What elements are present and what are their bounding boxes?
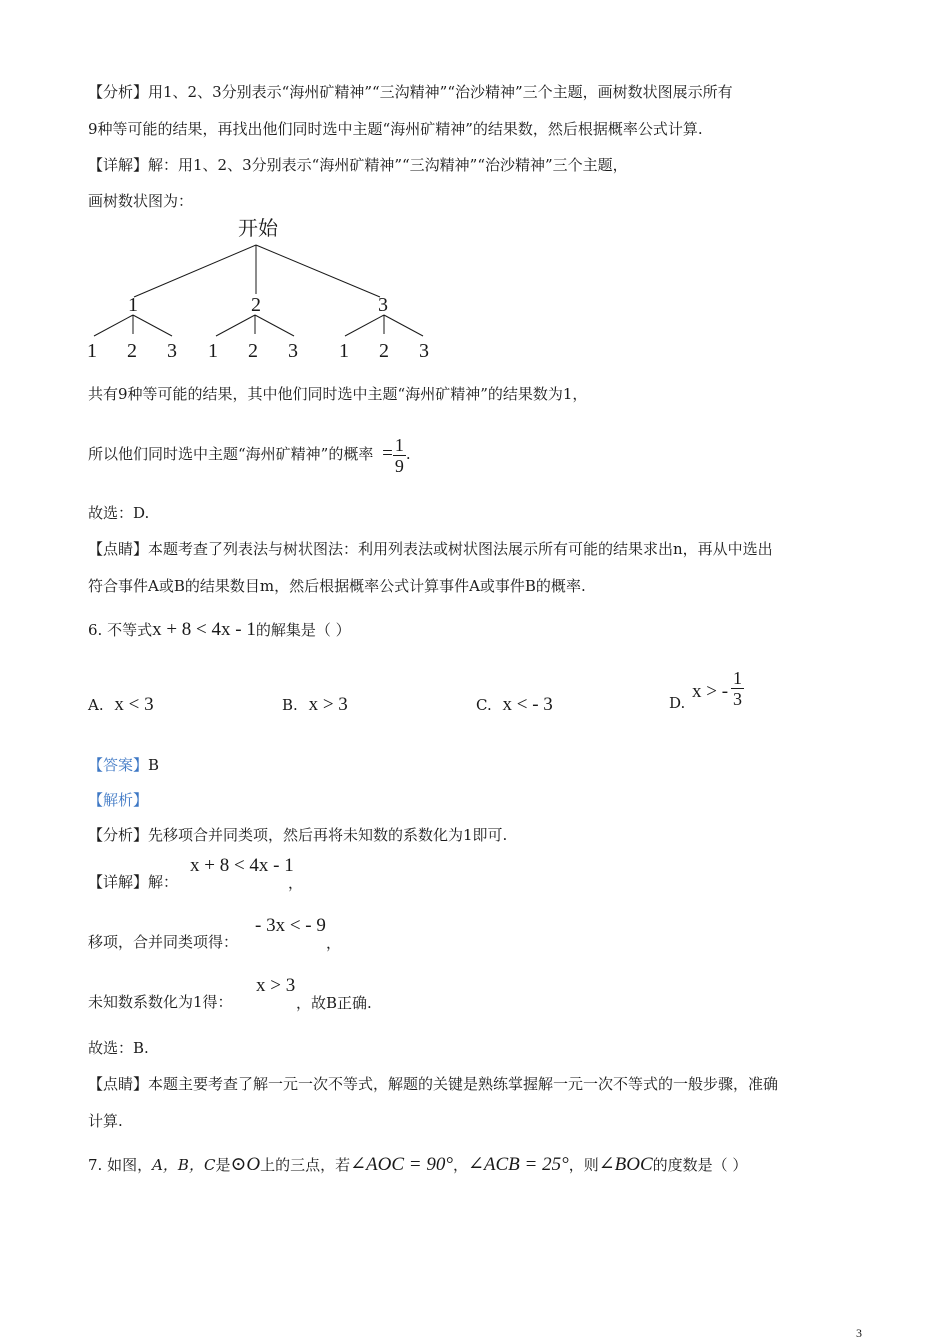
q6-step2-math: x > 3	[256, 975, 296, 996]
tree-edge	[384, 315, 423, 336]
q5-analysis-line-1: 【分析】用1、2、3分别表示“海州矿精神”“三沟精神”“治沙精神”三个主题，画树数状图展示所有	[88, 83, 733, 101]
q5-detail-line-1: 【详解】解：用1、2、3分别表示“海州矿精神”“三沟精神”“治沙精神”三个主题，	[88, 156, 628, 174]
q6-answer: 【答案】B	[88, 756, 160, 774]
tree-node-1: 1	[128, 294, 138, 316]
tree-leaf: 3	[288, 340, 298, 362]
tree-leaf: 3	[419, 340, 429, 362]
q5-detail-tag: 【详解】	[88, 156, 149, 174]
q6-step1-math: - 3x < - 9	[255, 915, 326, 936]
q5-analysis-tag: 【分析】	[88, 83, 149, 101]
q6-option-d-math: x > - $\frac{1}{3}$	[692, 668, 743, 709]
tree-edge	[134, 245, 256, 297]
q6-choice: 故选：B.	[88, 1039, 149, 1057]
q6-detail-math: x + 8 < 4x - 1	[190, 855, 294, 876]
q5-choice: 故选：D.	[88, 504, 150, 522]
q5-comment-line-1: 【点睛】本题考查了列表法与树状图法：利用列表法或树状图法展示所有可能的结果求出n，再从中选出	[88, 540, 773, 558]
tree-root: 开始	[238, 216, 278, 240]
tree-edge	[255, 315, 294, 336]
q5-prob-eq: =	[382, 443, 393, 464]
q5-result-line-1: 共有9种等可能的结果，其中他们同时选中主题“海州矿精神”的结果数为1，	[88, 385, 588, 403]
q6-step2-text: 未知数系数化为1得：	[88, 993, 233, 1011]
tree-leaf: 1	[87, 340, 97, 362]
q6-option-b[interactable]: B. x > 3	[282, 694, 348, 715]
tree-leaf: 2	[379, 340, 389, 362]
q6-answer-tag: 【答案】	[88, 756, 149, 774]
tree-leaf: 1	[208, 340, 218, 362]
q6-step1-text: 移项，合并同类项得：	[88, 933, 239, 951]
q6-comment-line-2: 计算.	[88, 1112, 123, 1130]
page-number: 3	[856, 1326, 862, 1340]
tree-node-2: 2	[251, 294, 261, 316]
q6-option-c[interactable]: C. x < - 3	[476, 694, 553, 715]
q6-comment-line-1: 【点睛】本题主要考查了解一元一次不等式，解题的关键是熟练掌握解一元一次不等式的一般步骤，准确	[88, 1075, 779, 1093]
q5-comment-tag: 【点睛】	[88, 540, 149, 558]
q5-result-line-2: 所以他们同时选中主题“海州矿精神”的概率 = $\frac{1}{9}$ .	[88, 434, 411, 476]
q5-probability-fraction: $\frac{1}{9}$	[394, 434, 404, 476]
tree-edge	[256, 245, 380, 297]
tree-leaf: 2	[248, 340, 258, 362]
tree-edge	[216, 315, 255, 336]
q6-stem: 6. 不等式x + 8 < 4x - 1的解集是（ ）	[88, 619, 351, 640]
q5-analysis-line-2: 9种等可能的结果，再找出他们同时选中主题“海州矿精神”的结果数，然后根据概率公式计算.	[88, 120, 703, 138]
q6-step2-suffix: ，故B正确.	[296, 994, 372, 1012]
q7-stem: 7. 如图，A，B，C是⊙O上的三点，若∠AOC = 90°，∠ACB = 25°，则∠BOC的度数是（ ）	[88, 1154, 748, 1175]
tree-diagram	[80, 212, 450, 372]
tree-leaf: 1	[339, 340, 349, 362]
q6-detail: 【详解】解：	[88, 873, 179, 891]
q6-analysis: 【分析】先移项合并同类项，然后再将未知数的系数化为1即可.	[88, 826, 508, 844]
q6-stem-math: x + 8 < 4x - 1	[152, 619, 256, 640]
q5-comment-line-2: 符合事件A或B的结果数目m，然后根据概率公式计算事件A或事件B的概率.	[88, 577, 586, 595]
tree-leaf: 3	[167, 340, 177, 362]
q5-detail-line-2: 画树数状图为：	[88, 192, 194, 210]
tree-leaf: 2	[127, 340, 137, 362]
tree-edge	[94, 315, 133, 336]
tree-edge	[133, 315, 172, 336]
q6-parse-tag: 【解析】	[88, 791, 149, 809]
q6-option-d[interactable]: D.	[669, 694, 686, 712]
q6-option-a[interactable]: A. x < 3	[88, 694, 154, 715]
tree-node-3: 3	[378, 294, 388, 316]
tree-edge	[345, 315, 384, 336]
